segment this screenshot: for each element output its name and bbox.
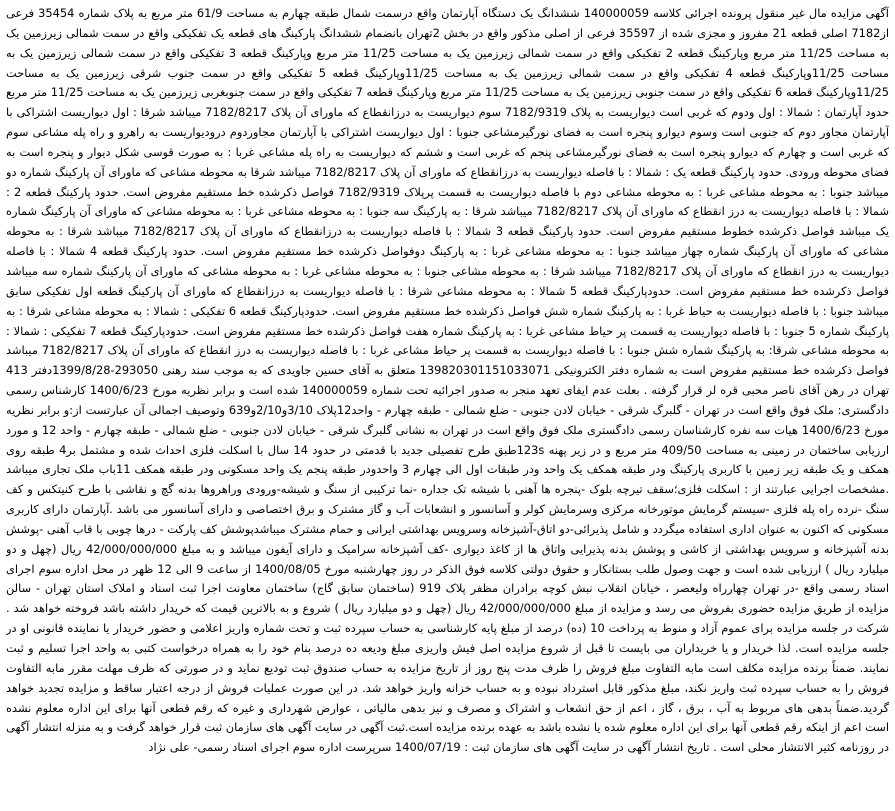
auction-notice-text: آگهی مزایده مال غیر منقول پرونده اجرائی کلاسه 140000059 ششدانگ یک دستگاه آپارتمان واقع درسمت شمال طبقه چهارم به مساحت 61/9 متر مربع به پلاک شماره 35454 فرعی از7182 اصلی قطعه 21 مفروز و مجزی شده از 35597 فرعی از اصلی مذکور واقع در بخش 2تهران بانضمام ششدانگ پارکینگ های قطعه یک تفکیکی واقع در سمت شمالی زیرزمین یک به مساحت 11/25 متر مربع وپارکینگ قطعه 2 تفکیکی واقع در سمت شمالی زیرزمین یک به مساحت 11/25 متر مربع وپارکینگ قطعه 3 تفکیکی واقع در سمت شمالی زیرزمین یک به مساحت 11/25وپارکینگ قطعه 4 تفکیکی واقع در سمت شمالی زیرزمین یک به مساحت 11/25وپارکینگ قطعه 5 تفکیکی واقع در سمت جنوب شرقی زیرزمین یک به مساحت 11/25وپارکینگ قطعه 6 تفکیکی واقع در سمت جنوبی زیرزمین یک به مساحت 11/25 متر مربع وپارکینگ قطعه 7 تفکیکی واقع در سمت جنوبغربی زیرزمین یک به مساحت 11/25 متر مربع حدود آپارتمان : شمالا : اول ودوم که غربی است دیواریست به پلاک 7182/9319 سوم دیواریست به درزانقطاع که ماورای آن پلاک 7182/8217 میباشد شرقا : اول دیواریست اشتراکی با آپارتمان مجاور دوم که جنوبی است وسوم دیوارو پنجره است به فضای نورگیرمشاعی جنوبا : اول دیواریست اشتراکی با آپارتمان مجاوردوم درودیواریست به راهرو و راه پله مشاعی سوم که غربی است و چهارم که دیوارو پنجره است به فضای نورگیرمشاعی پنجم که غربی است و ششم که دیواریست به راه پله مشاعی غربا : به صورت قوسی شکل دیوار و پنجره است به فضای محوطه ورودی. حدود پارکینگ قطعه یک : شمالا : با فاصله دیواریست به درزانقطاع که ماورای آن پلاک 7182/8217 میباشد شرقا به محوطه مشاعی که ماورای آن پارکینگ شماره دو میباشد جنوبا : به محوطه مشاعی غربا : به محوطه مشاعی دوم با فاصله دیواریست به قسمت پرپلاک 7182/9319 فواصل ذکرشده خط مستقیم مفروض است. حدود پارکینگ قطعه 2 : شمالا : با فاصله دیواریست به درز انقطاع که ماورای آن پلاک 7182/8217 میباشد شرقا : به پارکینگ سه جنوبا : به محوطه مشاعی غربا : به محوطه مشاعی که ماورای آن پارکینگ شماره یک میباشد فواصل ذکرشده خطوط مستقیم مفروض است. حدود پارکینگ قطعه 3 شمالا : با فاصله دیواریست به درزانقطاع که ماورای آن پلاک 7182/8217 میباشد شرقا : به محوطه مشاعی که ماورای آن پارکینگ شماره چهار میباشد جنوبا : به محوطه مشاعی غربا : به پارکینگ دوفواصل ذکرشده خط مستقیم مفروض است. حدود پارکینگ قطعه 4 شمالا : با فاصله دیواریست به درز انقطاع که ماورای آن پلاک 7182/8217 میباشد شرقا : به محوطه مشاعی جنوبا : به محوطه مشاعی غربا : به محوطه مشاعی که ماورای آن پارکینگ شماره سه میباشد فواصل ذکرشده خط مستقیم مفروض است. حدودپارکینگ قطعه 5 شمالا : به محوطه مشاعی شرقا : با فاصله دیواریست به درزانقطاع که ماورای آن پارکینگ قطعه اول تفکیکی سابق میباشد جنوبا : با فاصله دیواریست به حیاط غربا : به پارکینگ شماره شش فواصل ذکرشده خط مستقیم مفروض است. حدودپارکینگ قطعه 6 تفکیکی : شمالا : به محوطه مشاعی شرقا : به پارکینگ شماره 5 جنوبا : با فاصله دیواریست به قسمت پر حیاط مشاعی غربا : به پارکینگ شماره هفت فواصل ذکرشده خط مستقیم مفروض است. حدودپارکینگ قطعه 7 تفکیکی : شمالا : به محوطه مشاعی شرقا: به پارکینگ شماره شش جنوبا : با فاصله دیواریست به قسمت پر حیاط مشاعی غربا : با فاصله دیواریست به درز انقطاع که ماورای آن پلاک 7182/8217 میباشد فواصل ذکرشده خط مستقیم مفروض است به شماره دفتر الکترونیکی 139820301151033071 متعلق به آقای حسین جاویدی که به موجب سند رهنی 293050-1399/8/28دفتر 413 تهران در رهن آقای ناصر محبی قره لر قرار گرفته . بعلت عدم ایفای تعهد منجر به صدور اجرائیه تحت شماره 140000059 شده است و برابر نظریه مورخ 1400/6/23 کارشناس رسمی دادگستری: ملک فوق واقع است در تهران - گلبرگ شرقی - خیابان لادن جنوبی - ضلع شمالی - طبقه چهارم - واحد12پلاک 3/10و2/10و639 وتوصیف اجمالی آن عبارتست از:و برابر نظریه مورخ 1400/6/23 هیات سه نفره کارشناسان رسمی دادگستری ملک فوق واقع است در تهران به نشانی گلبرگ شرقی - خیابان لادن جنوبی - ضلع شمالی - طبقه چهارم - واحد 12 و مورد ارزیابی ساختمان در زمینی به مساحت 409/50 متر مربع و در زیر پهنه 123sطبق طرح تفصیلی جدید با قدمتی در حدود 14 سال با اسکلت فلزی احداث شده و مشتمل بر4 طبقه روی همکف و یک طبقه زیر زمین با کاربری پارکینگ ودر طبقه همکف یک واحد ودر طبقات اول الی چهارم 3 واحدودر طبقه پنجم یک واحد مسکونی ودر طبقه همکف 11باب ملک تجاری میباشد .مشخصات اجرایی عبارتند از : اسکلت فلزی؛سقف تیرچه بلوک -پنجره ها آهنی با شیشه تک جداره -نما ترکیبی از سنگ و شیشه-ورودی وراهروها بدنه گچ و نقاشی با طرح کنیتکس و کف سنگ -نرده راه پله فلزی -سیستم گرمایش موتورخانه مرکزی وسرمایش کولر و آسانسور و انشعابات آب و گاز مشترک و برق اختصاصی و دارای آسانسور می باشد .آپارتمان دارای کاربری مسکونی که اکنون به عنوان اداری استفاده میگردد و شامل پذیرائی-دو اتاق-آشپزخانه وسرویس بهداشتی ایرانی و حمام مشترک میباشدپوشش کف پارکت - درها چوبی با قاب آهنی -پوشش بدنه آشپزخانه و سرویس بهداشتی از کاشی و پوشش بدنه پذیرایی واتاق ها از کاغذ دیواری -کف آشپزخانه سرامیک و دارای آیفون میباشد و به مبلغ 42/000/000/000 ریال (چهل و دو میلیارد ریال ) ارزیابی شده است و جهت وصول طلب بستانکار و حقوق دولتی کلاسه فوق الذکر در روز چهارشنبه مورخ 1400/08/05 از ساعت 9 الی 12 ظهر در محل اداره سوم اجرای اسناد رسمی واقع -در تهران چهارراه ولیعصر ، خیابان انقلاب نبش کوچه برادران مظفر پلاک 919 (ساختمان سابق گاج) ساختمان معاونت اجرا ثبت اسناد و املاک استان تهران - سالن مزایده از طریق مزایده حضوری بفروش می رسد و مزایده از مبلغ 42/000/000/000 ریال (چهل و دو میلیارد ریال ) شروع و به بالاترین قیمت که خریدار داشته باشد فروخته خواهد شد . شرکت در جلسه مزایده برای عموم آزاد و منوط به پرداخت 10 (ده) درصد از مبلغ پایه کارشناسی به حساب سپرده ثبت و تحت شماره واریز اعلامی و حضور خریدار یا نماینده قانونی او در جلسه مزایده است. لذا خریدار و یا خریداران می بایست تا قبل از شروع مزایده اصل فیش واریزی مبلغ ودیعه ده درصد بنام خود را به همراه درخواست کتبی به واحد اجرا تسلیم و ثبت نمایند. ضمناً برنده مزایده مکلف است مابه التفاوت مبلغ فروش را ظرف مدت پنج روز از تاریخ مزایده به حساب صندوق ثبت تودیع نماید و در صورتی که ظرف مهلت مقرر مابه التفاوت فروش را به حساب سپرده ثبت واریز نکند، مبلغ مذکور قابل استرداد نبوده و به حساب خزانه واریز خواهد شد. در این صورت عملیات فروش از درجه اعتبار ساقط و مزایده تجدید خواهد گردید.ضمناً بدهی های مربوط به آب ، برق ، گاز ، اعم از حق انشعاب و اشتراک و مصرف و نیز بدهی مالیاتی ، عوارض شهرداری و غیره که رقم قطعی آنها برای این اداره معلوم نشده است اعم از اینکه رقم قطعی آنها برای این اداره معلوم شده یا نشده باشد به عهده برنده مزایده است.ثبت آگهی در سایت آگهی های سازمان ثبت قرار خواهد گرفت و به منزله انتشار آگهی در روزنامه کثیر الانتشار محلی است . تاریخ انتشار آگهی در سایت آگهی های سازمان ثبت : 1400/07/19 سرپرست اداره سوم اجرای اسناد رسمی- علی نژاد — [6, 6, 889, 755]
